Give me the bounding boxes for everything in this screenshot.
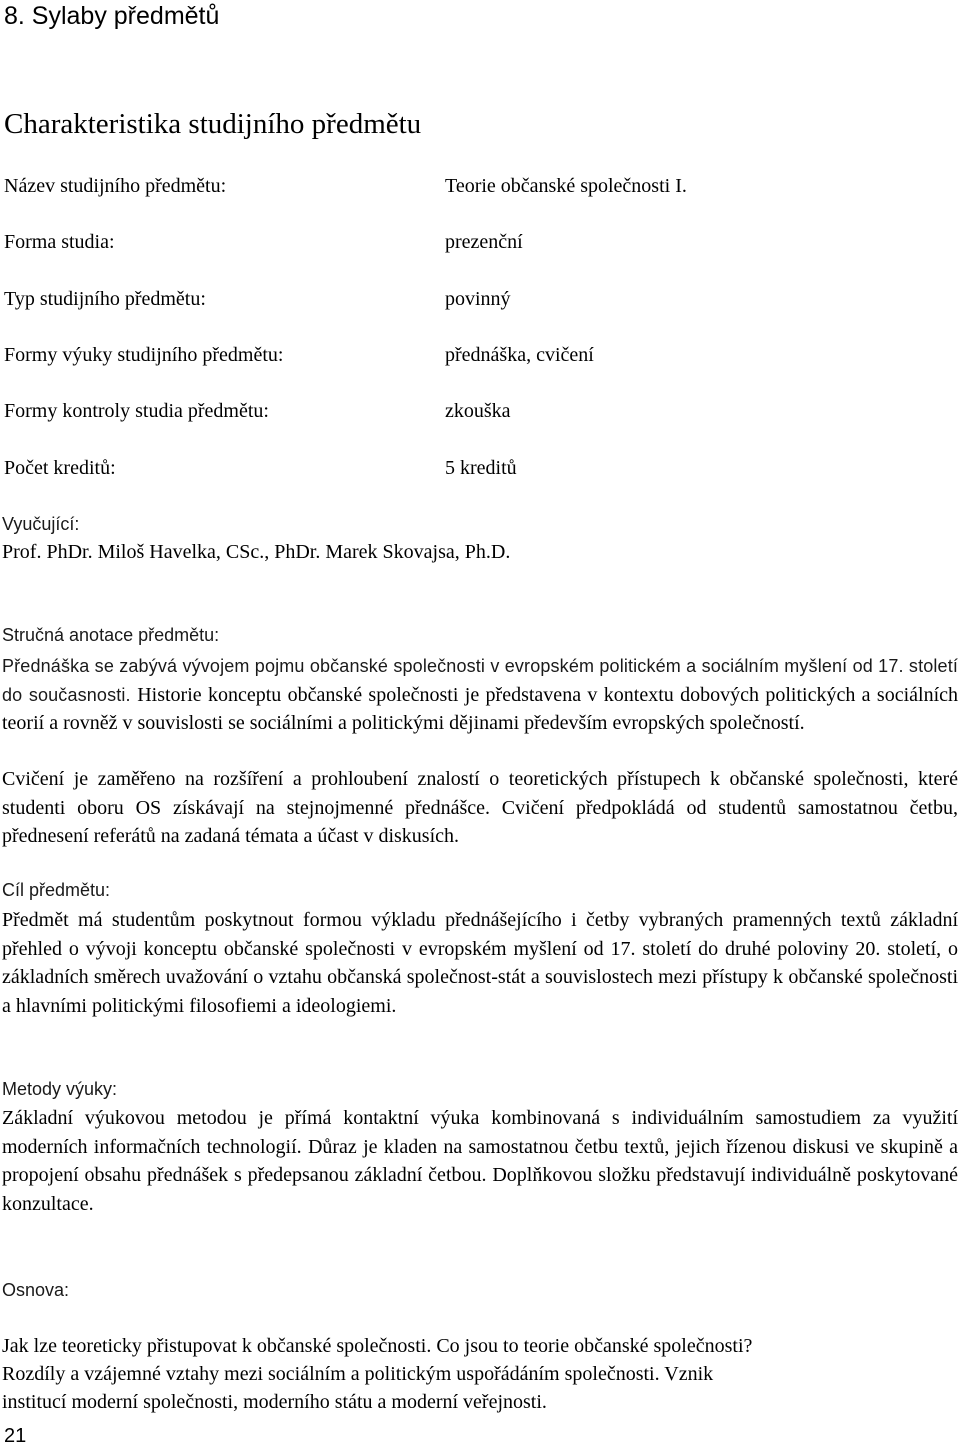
info-row-nazev	[0, 171, 960, 201]
anotace-paragraph	[2, 652, 958, 738]
info-value: Teorie občanské společnosti I.	[445, 175, 687, 197]
osnova-label: Osnova:	[2, 1280, 70, 1300]
section-title: 8. Sylaby předmětů	[4, 2, 220, 30]
info-row-formy-vyuky	[0, 340, 960, 370]
metody-paragraph: Základní výukovou metodou je přímá kontaktní výuka kombinovaná s individuálním samostudiem za využití moderních informačních technologií. Důraz je kladen na samostatnou četbu textů, jejich řízenou diskusi ve skupině a propojení obsahu přednášek s předepsanou základní četbou. Doplňkovou složku představují individuálně poskytované konzultace.	[2, 1107, 958, 1215]
info-row-typ	[0, 284, 960, 314]
anotace-text-sans: Přednáška se zabývá vývojem pojmu občanské společnosti v evropském politickém a sociálním myšlení od 17. století do současnosti.	[2, 656, 958, 705]
vyucujici-value: Prof. PhDr. Miloš Havelka, CSc., PhDr. Marek Skovajsa, Ph.D.	[2, 541, 511, 563]
anotace-text-serif: Historie konceptu občanské společnosti je představena v kontextu dobových politických a sociálních teorií a rovněž v souvislosti se sociálními a politickými dějinami především evropských společností.	[2, 683, 959, 734]
info-row-formy-kontroly	[0, 396, 960, 426]
cil-label: Cíl předmětu:	[2, 880, 111, 900]
info-row-forma	[0, 227, 960, 257]
cil-paragraph: Předmět má studentům poskytnout formou výkladu přednášejícího i četby vybraných pramenných textů základní přehled o vývoji konceptu občanské společnosti v evropském myšlení od 17. století do druhé poloviny 20. století, o základních směrech uvažování o vztahu občanská společnost-stát a souvislostech mezi přístupy k občanské společnosti a hlavními politickými filosofiemi a ideologiemi.	[2, 909, 958, 1017]
metody-label: Metody výuky:	[2, 1079, 118, 1099]
osnova-line: institucí moderní společnosti, moderního státu a moderní veřejnosti.	[2, 1391, 547, 1413]
main-heading: Charakteristika studijního předmětu	[4, 108, 422, 140]
info-value: 5 kreditů	[445, 457, 517, 479]
info-value: zkouška	[445, 400, 511, 422]
info-row-kredity	[0, 453, 960, 483]
info-value: povinný	[445, 288, 511, 310]
anotace-cviceni-paragraph: Cvičení je zaměřeno na rozšíření a prohloubení znalostí o teoretických přístupech k občanské společnosti, které studenti oboru OS získávají na stejnojmenné přednášce. Cvičení předpokládá od studentů samostatnou četbu, přednesení referátů na zadaná témata a účast v diskusích.	[2, 768, 958, 847]
info-label: Počet kreditů:	[4, 457, 116, 479]
info-label: Typ studijního předmětu:	[4, 288, 206, 310]
anotace-label: Stručná anotace předmětu:	[2, 625, 220, 645]
info-label: Název studijního předmětu:	[4, 175, 227, 197]
info-label: Formy kontroly studia předmětu:	[4, 400, 269, 422]
info-value: přednáška, cvičení	[445, 344, 594, 366]
osnova-line: Jak lze teoreticky přistupovat k občanské společnosti. Co jsou to teorie občanské společnosti?	[2, 1335, 753, 1357]
info-value: prezenční	[445, 231, 523, 253]
vyucujici-label: Vyučující:	[2, 514, 80, 534]
info-label: Forma studia:	[4, 231, 115, 253]
info-label: Formy výuky studijního předmětu:	[4, 344, 284, 366]
osnova-line: Rozdíly a vzájemné vztahy mezi sociálním a politickým uspořádáním společnosti. Vznik	[2, 1363, 714, 1385]
page-number: 21	[4, 1425, 27, 1447]
